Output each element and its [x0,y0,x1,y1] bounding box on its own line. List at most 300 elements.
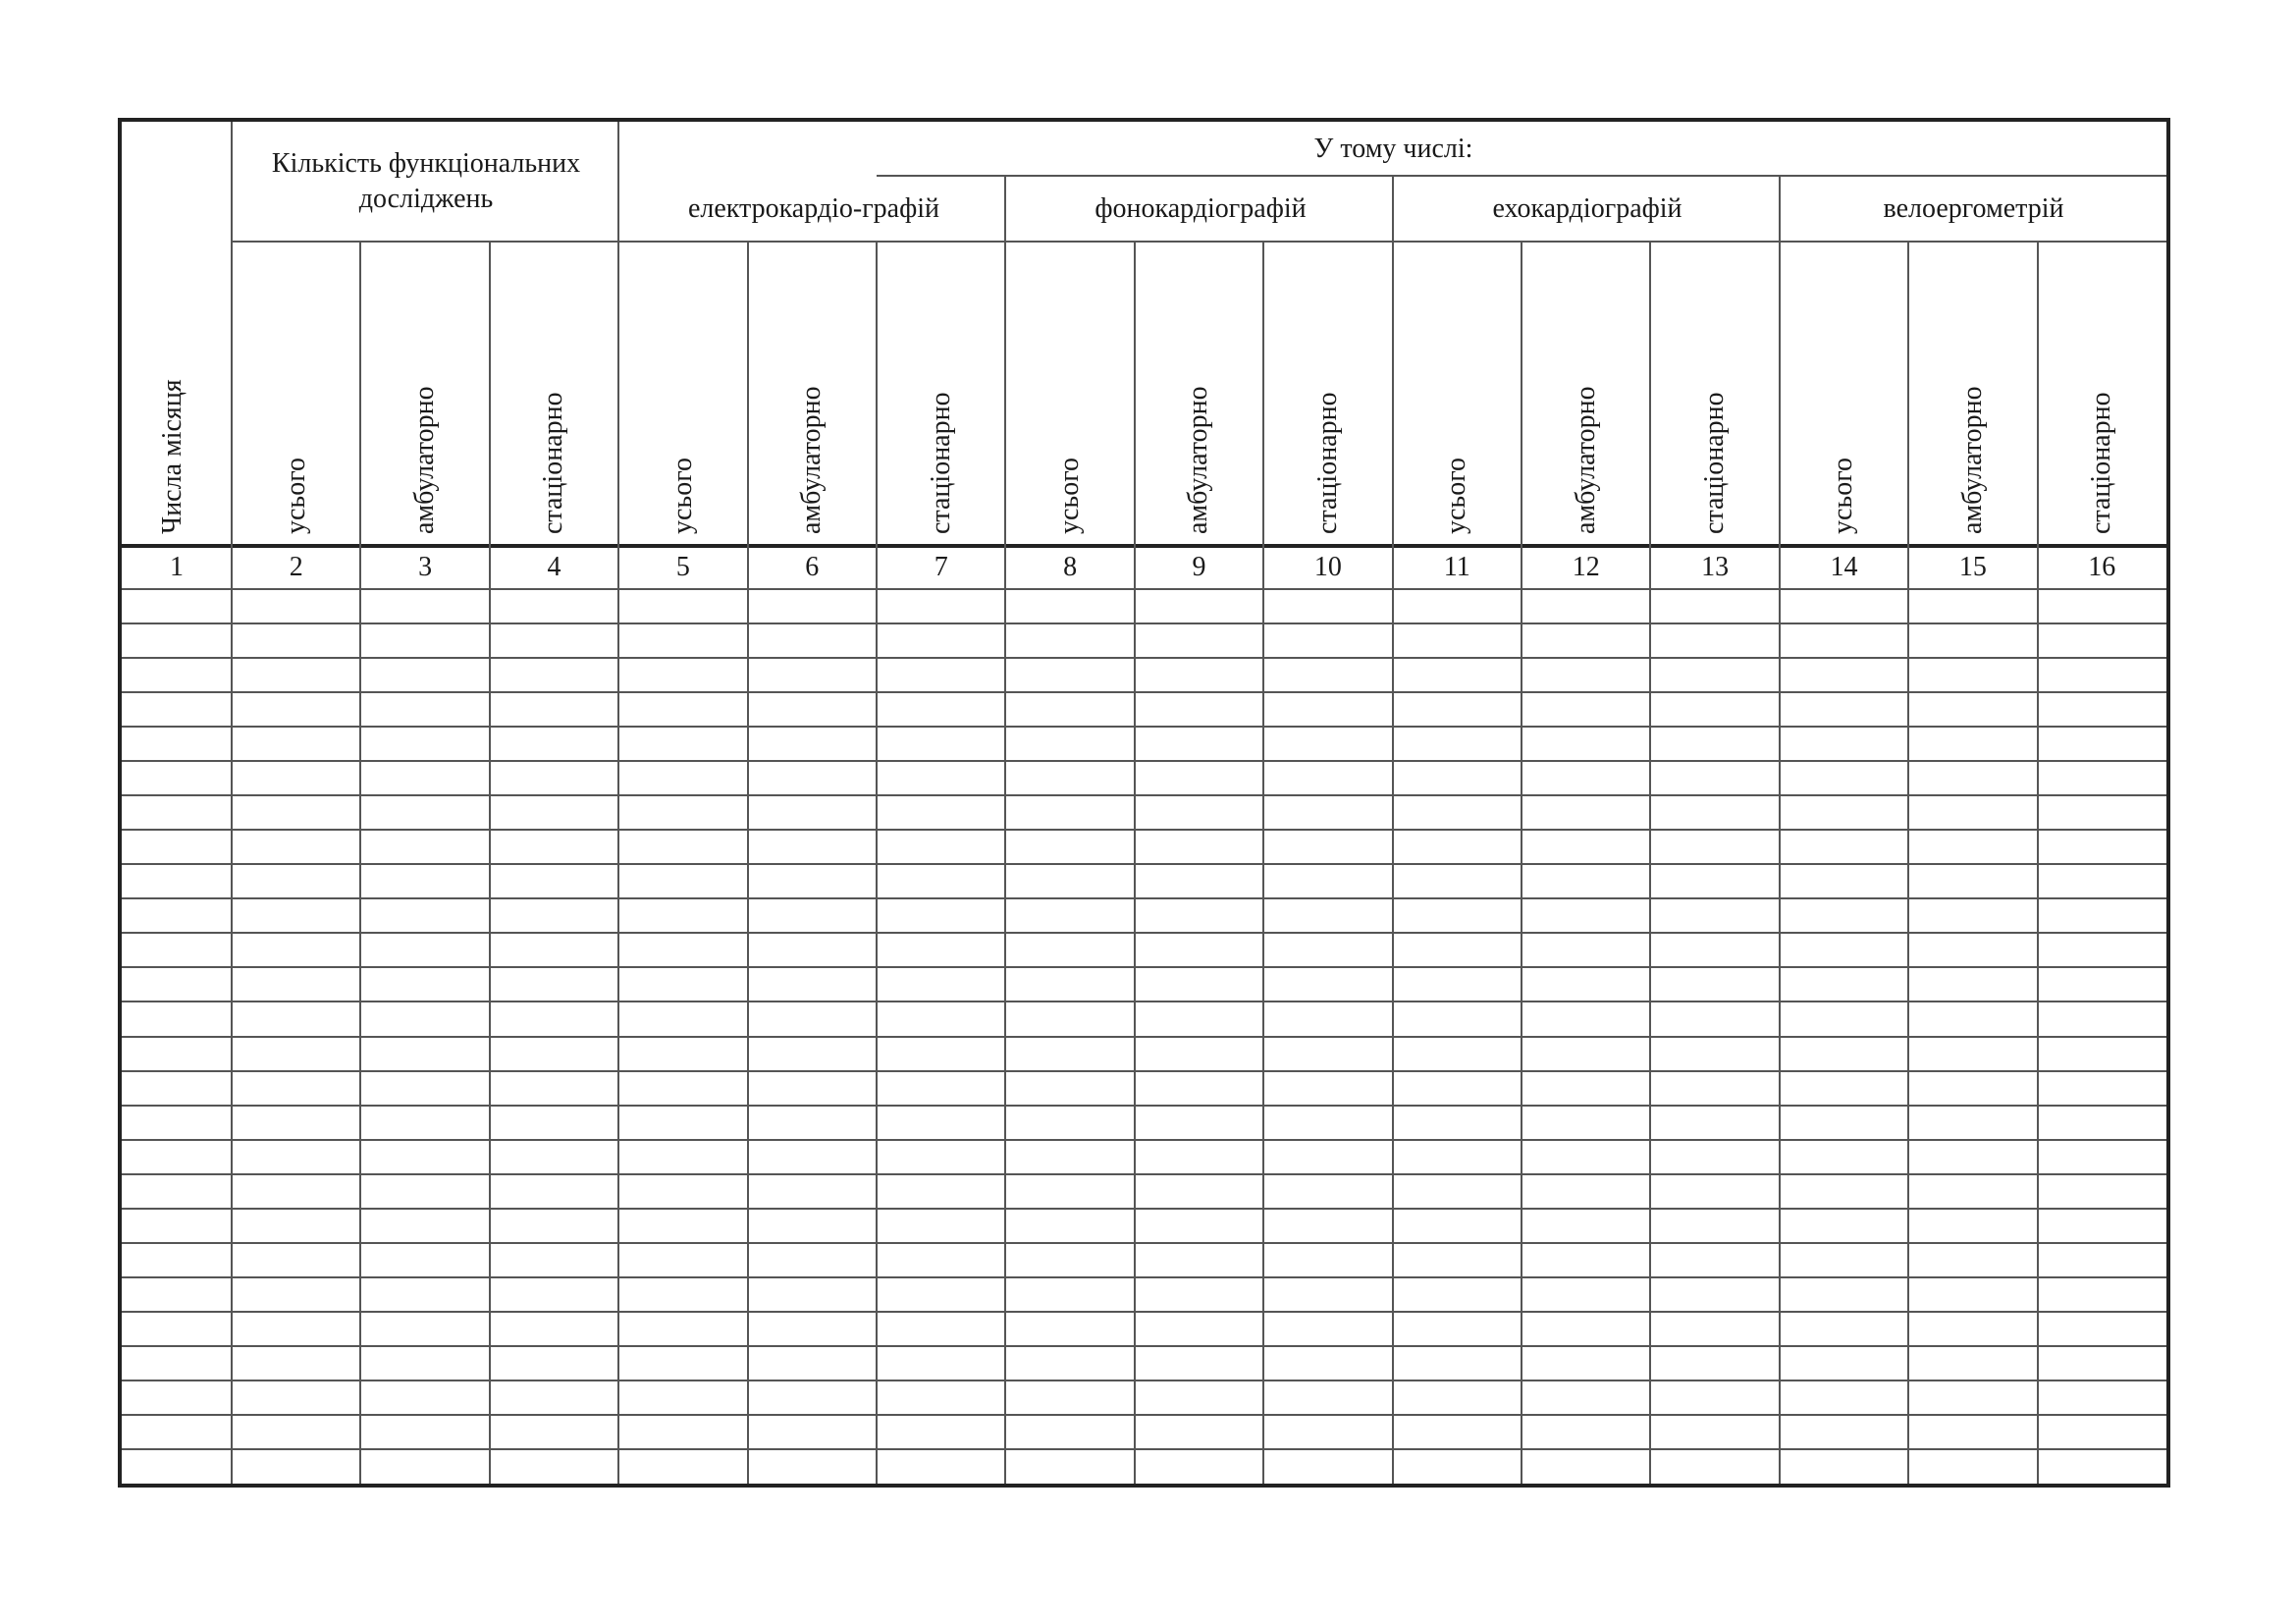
table-cell[interactable] [1005,898,1134,933]
table-cell[interactable] [232,1174,360,1209]
table-cell[interactable] [1135,933,1263,967]
table-cell[interactable] [232,1380,360,1415]
table-cell[interactable] [2038,589,2166,623]
table-cell[interactable] [877,589,1005,623]
table-cell[interactable] [360,1243,489,1277]
table-cell[interactable] [618,727,747,761]
table-cell[interactable] [1780,830,1908,864]
table-cell[interactable] [618,1380,747,1415]
table-cell[interactable] [1005,830,1134,864]
table-cell[interactable] [877,1380,1005,1415]
table-cell[interactable] [1005,1209,1134,1243]
table-cell[interactable] [1393,898,1522,933]
table-cell[interactable] [1263,623,1392,658]
table-cell[interactable] [490,1449,618,1484]
table-cell[interactable] [1522,864,1650,898]
table-cell[interactable] [1522,1415,1650,1449]
table-cell[interactable] [122,1415,232,1449]
table-cell[interactable] [490,1140,618,1174]
table-cell[interactable] [360,864,489,898]
table-cell[interactable] [1135,692,1263,727]
table-cell[interactable] [1263,1174,1392,1209]
table-cell[interactable] [1263,1140,1392,1174]
table-cell[interactable] [2038,1071,2166,1106]
table-cell[interactable] [122,1277,232,1312]
table-cell[interactable] [490,967,618,1001]
table-cell[interactable] [232,1140,360,1174]
table-cell[interactable] [1522,761,1650,795]
table-cell[interactable] [232,1209,360,1243]
table-cell[interactable] [1780,658,1908,692]
table-cell[interactable] [1650,1415,1779,1449]
table-cell[interactable] [360,658,489,692]
table-cell[interactable] [2038,1037,2166,1071]
table-cell[interactable] [1005,589,1134,623]
table-cell[interactable] [1522,623,1650,658]
table-cell[interactable] [1780,864,1908,898]
table-cell[interactable] [1908,795,2037,830]
table-cell[interactable] [232,727,360,761]
table-cell[interactable] [748,1449,877,1484]
table-cell[interactable] [1393,864,1522,898]
table-cell[interactable] [490,1174,618,1209]
table-cell[interactable] [1005,1140,1134,1174]
table-cell[interactable] [748,1380,877,1415]
table-cell[interactable] [490,727,618,761]
table-cell[interactable] [1135,1243,1263,1277]
table-cell[interactable] [1135,761,1263,795]
table-cell[interactable] [1650,1346,1779,1380]
table-cell[interactable] [1522,727,1650,761]
table-cell[interactable] [490,795,618,830]
table-cell[interactable] [1522,1243,1650,1277]
table-cell[interactable] [1393,933,1522,967]
table-cell[interactable] [2038,761,2166,795]
table-cell[interactable] [1908,967,2037,1001]
table-cell[interactable] [490,1380,618,1415]
table-cell[interactable] [2038,1449,2166,1484]
table-cell[interactable] [1780,623,1908,658]
table-cell[interactable] [232,1277,360,1312]
table-cell[interactable] [1393,1346,1522,1380]
table-cell[interactable] [2038,1001,2166,1036]
table-cell[interactable] [360,1415,489,1449]
table-cell[interactable] [360,1449,489,1484]
table-cell[interactable] [1005,658,1134,692]
table-cell[interactable] [1263,1346,1392,1380]
table-cell[interactable] [490,1415,618,1449]
table-cell[interactable] [1650,589,1779,623]
table-cell[interactable] [490,589,618,623]
table-cell[interactable] [1522,692,1650,727]
table-cell[interactable] [1393,1312,1522,1346]
table-cell[interactable] [1393,1277,1522,1312]
table-cell[interactable] [1005,1001,1134,1036]
table-cell[interactable] [618,1277,747,1312]
table-cell[interactable] [1650,967,1779,1001]
table-cell[interactable] [122,1140,232,1174]
table-cell[interactable] [1522,967,1650,1001]
table-cell[interactable] [1263,1449,1392,1484]
table-cell[interactable] [1522,1037,1650,1071]
table-cell[interactable] [1522,933,1650,967]
table-cell[interactable] [490,1346,618,1380]
table-cell[interactable] [2038,658,2166,692]
table-cell[interactable] [1005,933,1134,967]
table-cell[interactable] [618,692,747,727]
table-cell[interactable] [122,1071,232,1106]
table-cell[interactable] [1005,1346,1134,1380]
table-cell[interactable] [1393,795,1522,830]
table-cell[interactable] [1522,1174,1650,1209]
table-cell[interactable] [1135,1001,1263,1036]
table-cell[interactable] [122,1037,232,1071]
table-cell[interactable] [618,623,747,658]
table-cell[interactable] [1005,1071,1134,1106]
table-cell[interactable] [1780,898,1908,933]
table-cell[interactable] [490,1106,618,1140]
table-cell[interactable] [1135,623,1263,658]
table-cell[interactable] [1393,658,1522,692]
table-cell[interactable] [877,692,1005,727]
table-cell[interactable] [360,589,489,623]
table-cell[interactable] [1135,1415,1263,1449]
table-cell[interactable] [1393,1243,1522,1277]
table-cell[interactable] [1650,933,1779,967]
table-cell[interactable] [360,830,489,864]
table-cell[interactable] [360,1106,489,1140]
table-cell[interactable] [490,1277,618,1312]
table-cell[interactable] [877,1001,1005,1036]
table-cell[interactable] [1908,933,2037,967]
table-cell[interactable] [877,1415,1005,1449]
table-cell[interactable] [360,1140,489,1174]
table-cell[interactable] [618,1449,747,1484]
table-cell[interactable] [1263,1001,1392,1036]
table-cell[interactable] [2038,727,2166,761]
table-cell[interactable] [748,1277,877,1312]
table-cell[interactable] [1263,1415,1392,1449]
table-cell[interactable] [360,623,489,658]
table-cell[interactable] [1263,589,1392,623]
table-cell[interactable] [1135,967,1263,1001]
table-cell[interactable] [748,1140,877,1174]
table-cell[interactable] [1393,1001,1522,1036]
table-cell[interactable] [1393,623,1522,658]
table-cell[interactable] [877,1243,1005,1277]
table-cell[interactable] [618,589,747,623]
table-cell[interactable] [1780,1106,1908,1140]
table-cell[interactable] [748,623,877,658]
table-cell[interactable] [1135,1312,1263,1346]
table-cell[interactable] [1650,1209,1779,1243]
table-cell[interactable] [122,1449,232,1484]
table-cell[interactable] [748,1037,877,1071]
table-cell[interactable] [232,1243,360,1277]
table-cell[interactable] [2038,1346,2166,1380]
table-cell[interactable] [232,1037,360,1071]
table-cell[interactable] [122,692,232,727]
table-cell[interactable] [1263,727,1392,761]
table-cell[interactable] [1650,1140,1779,1174]
table-cell[interactable] [1650,1277,1779,1312]
table-cell[interactable] [122,864,232,898]
table-cell[interactable] [618,1001,747,1036]
table-cell[interactable] [618,933,747,967]
table-cell[interactable] [1005,1277,1134,1312]
table-cell[interactable] [877,898,1005,933]
table-cell[interactable] [1393,589,1522,623]
table-cell[interactable] [877,658,1005,692]
table-cell[interactable] [490,692,618,727]
table-cell[interactable] [1522,658,1650,692]
table-cell[interactable] [1263,1380,1392,1415]
table-cell[interactable] [2038,1106,2166,1140]
table-cell[interactable] [1135,864,1263,898]
table-cell[interactable] [490,1243,618,1277]
table-cell[interactable] [748,1106,877,1140]
table-cell[interactable] [1005,864,1134,898]
table-cell[interactable] [1005,692,1134,727]
table-cell[interactable] [122,761,232,795]
table-cell[interactable] [1522,795,1650,830]
table-cell[interactable] [1135,658,1263,692]
table-cell[interactable] [1650,692,1779,727]
table-cell[interactable] [1908,658,2037,692]
table-cell[interactable] [1005,761,1134,795]
table-cell[interactable] [1263,933,1392,967]
table-cell[interactable] [490,898,618,933]
table-cell[interactable] [1522,1312,1650,1346]
table-cell[interactable] [618,1346,747,1380]
table-cell[interactable] [748,1243,877,1277]
table-cell[interactable] [1780,761,1908,795]
table-cell[interactable] [1393,1380,1522,1415]
table-cell[interactable] [490,1312,618,1346]
table-cell[interactable] [1780,1140,1908,1174]
table-cell[interactable] [490,1037,618,1071]
table-cell[interactable] [1005,1106,1134,1140]
table-cell[interactable] [748,933,877,967]
table-cell[interactable] [232,1346,360,1380]
table-cell[interactable] [1908,1243,2037,1277]
table-cell[interactable] [1780,727,1908,761]
table-cell[interactable] [1522,1277,1650,1312]
table-cell[interactable] [232,1449,360,1484]
table-cell[interactable] [122,1001,232,1036]
table-cell[interactable] [1908,1140,2037,1174]
table-cell[interactable] [1522,1071,1650,1106]
table-cell[interactable] [618,830,747,864]
table-cell[interactable] [877,1071,1005,1106]
table-cell[interactable] [1393,692,1522,727]
table-cell[interactable] [1263,658,1392,692]
table-cell[interactable] [232,898,360,933]
table-cell[interactable] [2038,1243,2166,1277]
table-cell[interactable] [1135,830,1263,864]
table-cell[interactable] [122,1312,232,1346]
table-cell[interactable] [1650,658,1779,692]
table-cell[interactable] [1908,727,2037,761]
table-cell[interactable] [232,1106,360,1140]
table-cell[interactable] [1393,1449,1522,1484]
table-cell[interactable] [748,1415,877,1449]
table-cell[interactable] [748,795,877,830]
table-cell[interactable] [1908,1106,2037,1140]
table-cell[interactable] [618,761,747,795]
table-cell[interactable] [1908,623,2037,658]
table-cell[interactable] [1780,1312,1908,1346]
table-cell[interactable] [748,898,877,933]
table-cell[interactable] [232,830,360,864]
table-cell[interactable] [1780,1001,1908,1036]
table-cell[interactable] [1650,1174,1779,1209]
table-cell[interactable] [1650,898,1779,933]
table-cell[interactable] [618,1243,747,1277]
table-cell[interactable] [1393,1071,1522,1106]
table-cell[interactable] [1650,761,1779,795]
table-cell[interactable] [1908,830,2037,864]
table-cell[interactable] [122,727,232,761]
table-cell[interactable] [618,1415,747,1449]
table-cell[interactable] [122,1174,232,1209]
table-cell[interactable] [360,1312,489,1346]
table-cell[interactable] [1005,1243,1134,1277]
table-cell[interactable] [490,933,618,967]
table-cell[interactable] [232,1415,360,1449]
table-cell[interactable] [1005,1312,1134,1346]
table-cell[interactable] [1393,830,1522,864]
table-cell[interactable] [1908,1209,2037,1243]
table-cell[interactable] [360,933,489,967]
table-cell[interactable] [1780,1346,1908,1380]
table-cell[interactable] [1780,1243,1908,1277]
table-cell[interactable] [360,1071,489,1106]
table-cell[interactable] [748,864,877,898]
table-cell[interactable] [748,1209,877,1243]
table-cell[interactable] [232,864,360,898]
table-cell[interactable] [1780,1380,1908,1415]
table-cell[interactable] [618,658,747,692]
table-cell[interactable] [1780,1037,1908,1071]
table-cell[interactable] [618,1071,747,1106]
table-cell[interactable] [1263,1106,1392,1140]
table-cell[interactable] [360,1174,489,1209]
table-cell[interactable] [877,1346,1005,1380]
table-cell[interactable] [1263,692,1392,727]
table-cell[interactable] [748,830,877,864]
table-cell[interactable] [618,898,747,933]
table-cell[interactable] [2038,1380,2166,1415]
table-cell[interactable] [232,761,360,795]
table-cell[interactable] [1780,795,1908,830]
table-cell[interactable] [877,1140,1005,1174]
table-cell[interactable] [748,1346,877,1380]
table-cell[interactable] [748,1174,877,1209]
table-cell[interactable] [748,1312,877,1346]
table-cell[interactable] [1780,933,1908,967]
table-cell[interactable] [1780,967,1908,1001]
table-cell[interactable] [360,1001,489,1036]
table-cell[interactable] [122,898,232,933]
table-cell[interactable] [1780,1449,1908,1484]
table-cell[interactable] [490,761,618,795]
table-cell[interactable] [1780,1071,1908,1106]
table-cell[interactable] [877,1209,1005,1243]
table-cell[interactable] [1005,623,1134,658]
table-cell[interactable] [1522,1209,1650,1243]
table-cell[interactable] [1393,967,1522,1001]
table-cell[interactable] [1135,795,1263,830]
table-cell[interactable] [1135,1037,1263,1071]
table-cell[interactable] [2038,1277,2166,1312]
table-cell[interactable] [122,795,232,830]
table-cell[interactable] [877,1106,1005,1140]
table-cell[interactable] [232,623,360,658]
table-cell[interactable] [877,1174,1005,1209]
table-cell[interactable] [2038,864,2166,898]
table-cell[interactable] [1263,864,1392,898]
table-cell[interactable] [1135,1174,1263,1209]
table-cell[interactable] [748,727,877,761]
table-cell[interactable] [1908,1277,2037,1312]
table-cell[interactable] [1908,1312,2037,1346]
table-cell[interactable] [2038,692,2166,727]
table-cell[interactable] [1263,1277,1392,1312]
table-cell[interactable] [232,692,360,727]
table-cell[interactable] [1522,1140,1650,1174]
table-cell[interactable] [618,1209,747,1243]
table-cell[interactable] [1908,692,2037,727]
table-cell[interactable] [748,692,877,727]
table-cell[interactable] [2038,1312,2166,1346]
table-cell[interactable] [122,589,232,623]
table-cell[interactable] [877,623,1005,658]
table-cell[interactable] [2038,830,2166,864]
table-cell[interactable] [1522,898,1650,933]
table-cell[interactable] [1908,1071,2037,1106]
table-cell[interactable] [1780,589,1908,623]
table-cell[interactable] [232,933,360,967]
table-cell[interactable] [1135,1209,1263,1243]
table-cell[interactable] [618,1106,747,1140]
table-cell[interactable] [2038,933,2166,967]
table-cell[interactable] [618,1140,747,1174]
table-cell[interactable] [1522,1346,1650,1380]
table-cell[interactable] [1650,1106,1779,1140]
table-cell[interactable] [1135,1071,1263,1106]
table-cell[interactable] [232,658,360,692]
table-cell[interactable] [1650,795,1779,830]
table-cell[interactable] [1135,589,1263,623]
table-cell[interactable] [1393,1415,1522,1449]
table-cell[interactable] [1650,727,1779,761]
table-cell[interactable] [1005,795,1134,830]
table-cell[interactable] [1263,1209,1392,1243]
table-cell[interactable] [1908,864,2037,898]
table-cell[interactable] [877,967,1005,1001]
table-cell[interactable] [1650,864,1779,898]
table-cell[interactable] [748,1071,877,1106]
table-cell[interactable] [1522,830,1650,864]
table-cell[interactable] [490,658,618,692]
table-cell[interactable] [1393,727,1522,761]
table-cell[interactable] [1263,761,1392,795]
table-cell[interactable] [1522,1449,1650,1484]
table-cell[interactable] [1263,1312,1392,1346]
table-cell[interactable] [1393,761,1522,795]
table-cell[interactable] [1908,1346,2037,1380]
